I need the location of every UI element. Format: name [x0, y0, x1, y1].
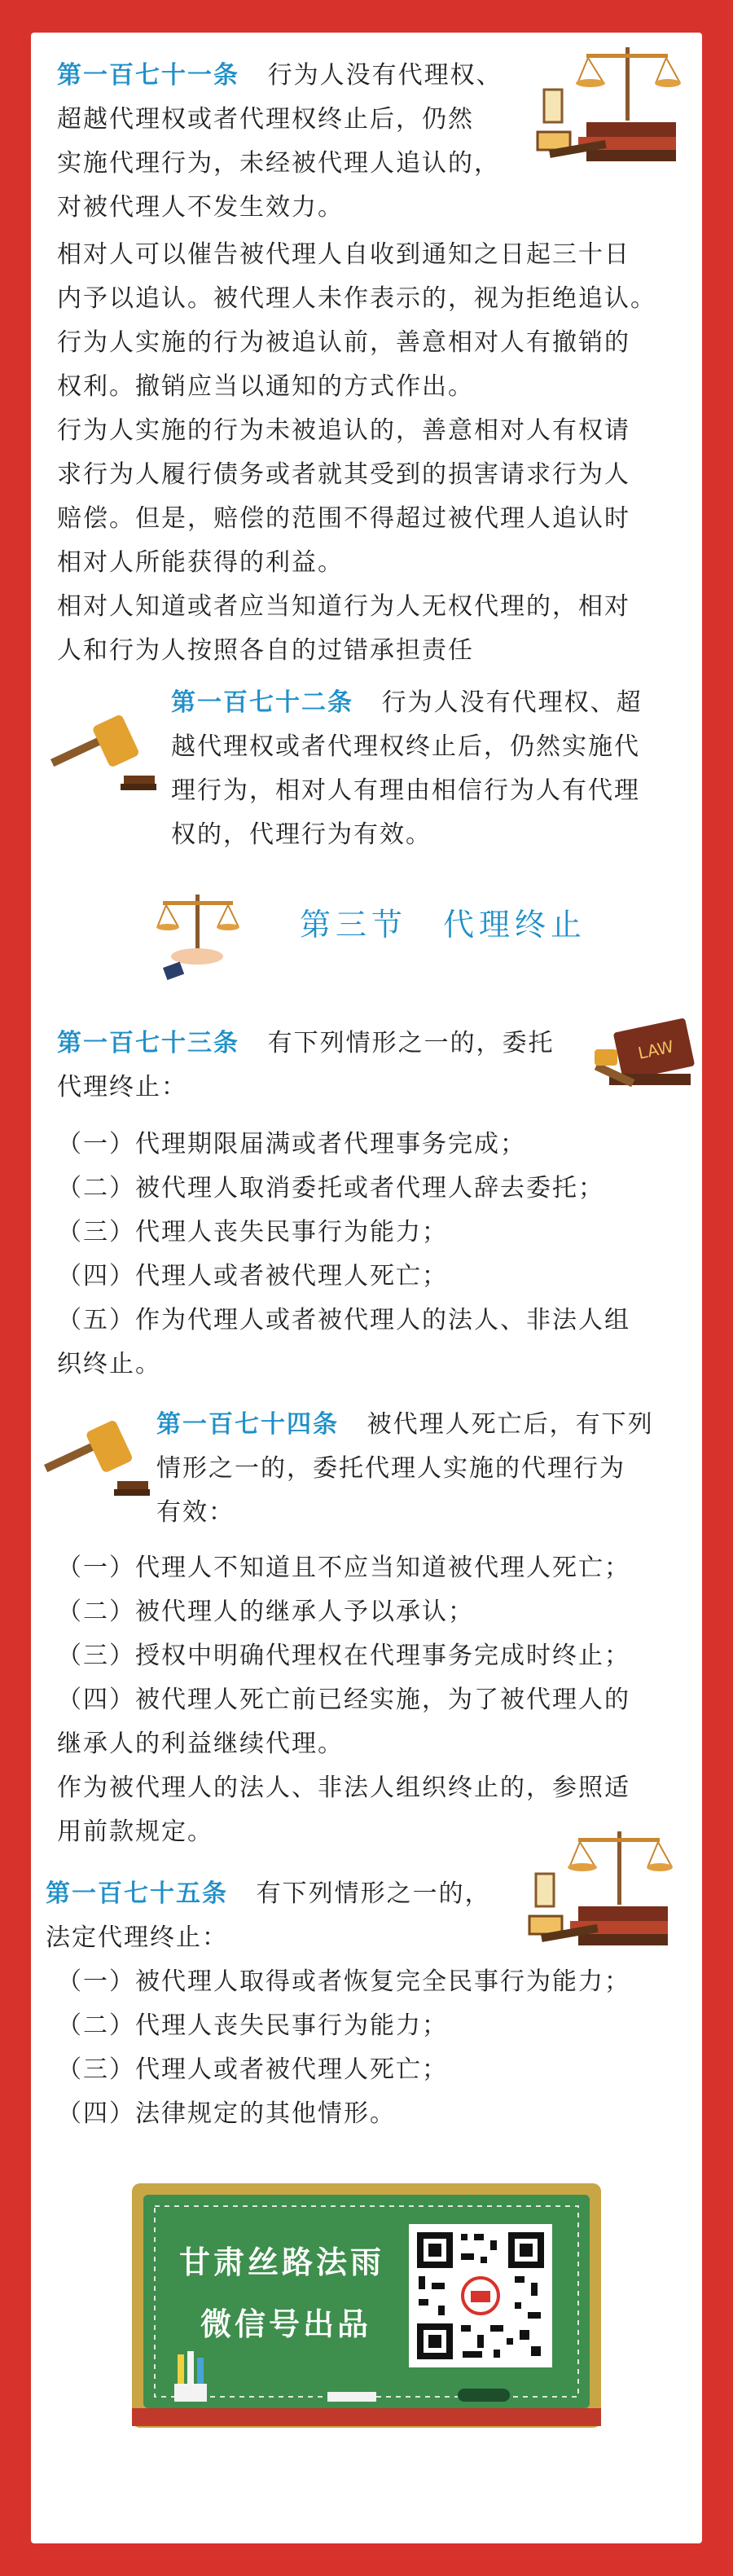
- paragraph-line: 内予以追认。被代理人未作表示的，视为拒绝追认。: [57, 284, 656, 313]
- article-text: 代理终止：: [57, 1073, 187, 1101]
- list-item: （四）法律规定的其他情形。: [57, 2099, 396, 2128]
- board-line-2: 微信号出品: [200, 2306, 372, 2342]
- article-173-items: [57, 1123, 700, 1387]
- article-text: 行为人没有代理权、: [267, 61, 503, 90]
- svg-text:LAW: LAW: [636, 1036, 676, 1063]
- article-174-items: [57, 1546, 700, 1854]
- list-item: （一）代理期限届满或者代理事务完成；: [57, 1130, 526, 1158]
- article-text: 行为人没有代理权、超: [381, 688, 643, 717]
- article-171: [57, 54, 546, 230]
- article-175: [46, 1872, 567, 1960]
- paragraph-line: 求行为人履行债务或者就其受到的损害请求行为人: [57, 460, 630, 489]
- article-text: 越代理权或者代理权终止后，仍然实施代: [171, 732, 640, 761]
- article-text: 实施代理行为，未经被代理人追认的，: [57, 149, 500, 178]
- list-item: 作为被代理人的法人、非法人组织终止的，参照适: [57, 1774, 630, 1802]
- paragraph-line: 相对人可以催告被代理人自收到通知之日起三十日: [57, 240, 630, 269]
- list-item: （三）授权中明确代理权在代理事务完成时终止；: [57, 1642, 630, 1670]
- article-number: 第一百七十四条: [156, 1410, 339, 1439]
- article-number: 第一百七十三条: [57, 1029, 239, 1057]
- article-text: 有效：: [156, 1498, 235, 1527]
- list-item: （一）代理人不知道且不应当知道被代理人死亡；: [57, 1554, 630, 1582]
- scales-books-icon: [521, 1825, 676, 1955]
- article-number: 第一百七十二条: [171, 688, 353, 717]
- paragraph-line: 行为人实施的行为被追认前，善意相对人有撤销的: [57, 328, 630, 357]
- list-item: （二）代理人丧失民事行为能力；: [57, 2011, 448, 2040]
- list-item: 织终止。: [57, 1350, 161, 1378]
- gavel-icon: [42, 710, 156, 792]
- paragraph-line: 行为人实施的行为未被追认的，善意相对人有权请: [57, 416, 630, 445]
- list-item: （一）被代理人取得或者恢复完全民事行为能力；: [57, 1967, 630, 1996]
- list-item: （四）代理人或者被代理人死亡；: [57, 1262, 448, 1290]
- chalkboard-banner: [132, 2183, 601, 2428]
- law-book-gavel-icon: [593, 1017, 699, 1106]
- article-text: 对被代理人不发生效力。: [57, 193, 344, 222]
- list-item: 继承人的利益继续代理。: [57, 1730, 344, 1758]
- scales-hand-icon: [153, 888, 243, 986]
- article-text: 权的，代理行为有效。: [171, 820, 432, 849]
- list-item: （三）代理人丧失民事行为能力；: [57, 1218, 448, 1246]
- article-text: 超越代理权或者代理权终止后，仍然: [57, 105, 474, 134]
- gavel-icon: [36, 1416, 150, 1497]
- list-item: （二）被代理人的继承人予以承认；: [57, 1598, 474, 1626]
- list-item: （二）被代理人取消委托或者代理人辞去委托；: [57, 1174, 604, 1202]
- scales-books-icon: [529, 41, 684, 171]
- article-text: 有下列情形之一的，: [256, 1879, 491, 1908]
- list-item: （四）被代理人死亡前已经实施，为了被代理人的: [57, 1686, 630, 1714]
- article-text: 情形之一的，委托代理人实施的代理行为: [156, 1454, 625, 1483]
- article-text: 有下列情形之一的，委托: [267, 1029, 555, 1057]
- article-172: [171, 681, 684, 857]
- board-line-1: 甘肃丝路法雨: [179, 2244, 385, 2280]
- article-173: [57, 1022, 627, 1110]
- paragraph-line: 相对人知道或者应当知道行为人无权代理的，相对: [57, 592, 630, 621]
- list-item: 用前款规定。: [57, 1818, 213, 1846]
- article-175-items: [57, 1960, 700, 2136]
- qr-code-icon[interactable]: [409, 2224, 552, 2367]
- paragraph-line: 人和行为人按照各自的过错承担责任: [57, 636, 474, 665]
- list-item: （三）代理人或者被代理人死亡；: [57, 2055, 448, 2084]
- section-title: 第三节 代理终止: [300, 907, 587, 943]
- paragraph-line: 赔偿。但是，赔偿的范围不得超过被代理人追认时: [57, 504, 630, 533]
- article-text: 理行为，相对人有理由相信行为人有代理: [171, 776, 640, 805]
- paragraph-line: 相对人所能获得的利益。: [57, 548, 344, 577]
- article-174: [156, 1403, 694, 1535]
- article-text: 被代理人死亡后，有下列: [366, 1410, 654, 1439]
- article-171-paragraphs: [57, 233, 692, 673]
- paragraph-line: 权利。撤销应当以通知的方式作出。: [57, 372, 474, 401]
- article-text: 法定代理终止：: [46, 1923, 228, 1952]
- list-item: （五）作为代理人或者被代理人的法人、非法人组: [57, 1306, 630, 1334]
- article-number: 第一百七十一条: [57, 61, 239, 90]
- article-number: 第一百七十五条: [46, 1879, 228, 1908]
